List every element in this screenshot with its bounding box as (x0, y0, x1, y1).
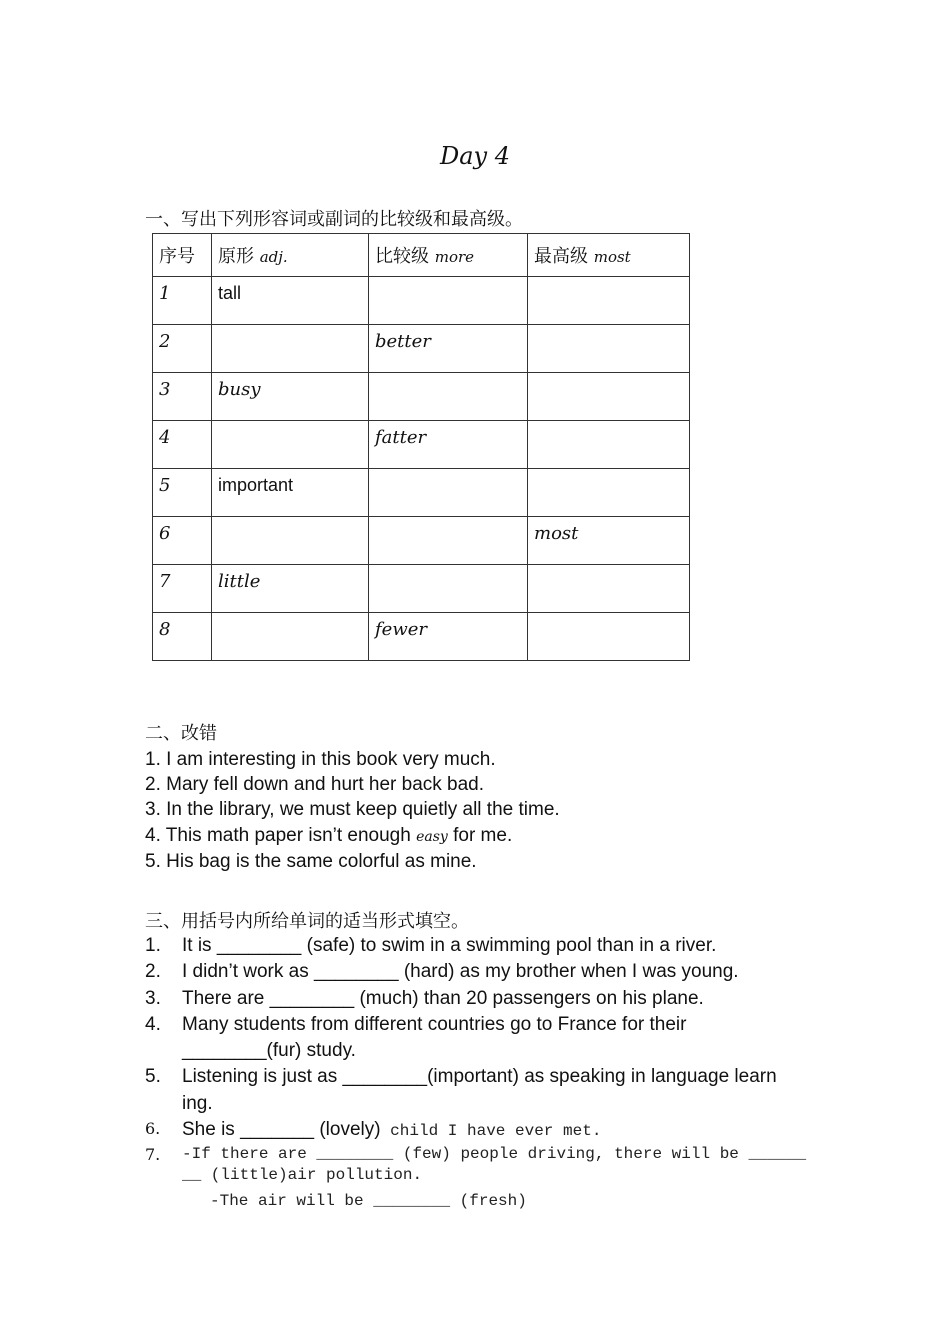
fill-question-2[interactable]: I didn’t work as ________ (hard) as my brother when I was young. (182, 961, 739, 982)
cell-comparative[interactable] (369, 277, 528, 325)
cell-base[interactable]: busy (212, 373, 369, 421)
cell-base[interactable]: little (212, 565, 369, 613)
fill-question-5-line2: ing. (182, 1093, 213, 1114)
correction-item-4: 4. This math paper isn’t enough easy for me. (145, 825, 513, 846)
cell-base[interactable] (212, 517, 369, 565)
section1-heading: 一、写出下列形容词或副词的比较级和最高级。 (145, 209, 523, 230)
correction-item-3: 3. In the library, we must keep quietly all the time. (145, 799, 560, 820)
fill-question-7-line1[interactable]: -If there are ________ (few) people driving, there will be ______ (182, 1145, 807, 1163)
cell-superlative[interactable] (528, 613, 690, 661)
row-number: 2 (153, 325, 212, 373)
cell-base[interactable] (212, 421, 369, 469)
cell-comparative[interactable]: fatter (369, 421, 528, 469)
section2-heading: 二、改错 (145, 723, 217, 744)
cell-comparative[interactable]: better (369, 325, 528, 373)
table-row (153, 277, 690, 325)
cell-comparative[interactable] (369, 565, 528, 613)
correction-item-2: 2. Mary fell down and hurt her back bad. (145, 774, 485, 795)
cell-superlative[interactable] (528, 325, 690, 373)
row-number: 7 (153, 565, 212, 613)
section3-heading: 三、用括号内所给单词的适当形式填空。 (145, 911, 469, 932)
fill-question-1[interactable]: It is ________ (safe) to swim in a swimming pool than in a river. (182, 935, 717, 956)
row-number: 5 (153, 469, 212, 517)
table-row (153, 613, 690, 661)
question-number: 1. (145, 935, 161, 956)
cell-base[interactable] (212, 325, 369, 373)
page-title: Day 4 (439, 142, 510, 170)
correction-item-1: 1. I am interesting in this book very much. (145, 749, 496, 770)
table-row (153, 421, 690, 469)
fill-question-4-line1: Many students from different countries go to France for their (182, 1014, 687, 1035)
cell-comparative[interactable] (369, 373, 528, 421)
fill-question-7-line2[interactable]: __ (little)air pollution. (182, 1166, 423, 1184)
row-number: 8 (153, 613, 212, 661)
row-number: 6 (153, 517, 212, 565)
header-no: 序号 (153, 234, 212, 277)
question-number: 4. (145, 1014, 161, 1035)
cell-superlative[interactable] (528, 469, 690, 517)
table-row (153, 469, 690, 517)
cell-base[interactable]: tall (212, 277, 369, 325)
question-number: 7. (145, 1145, 161, 1164)
row-number: 3 (153, 373, 212, 421)
question-number: 2. (145, 961, 161, 982)
cell-base[interactable]: important (212, 469, 369, 517)
cell-superlative[interactable]: most (528, 517, 690, 565)
cell-comparative[interactable] (369, 517, 528, 565)
fill-question-3[interactable]: There are ________ (much) than 20 passengers on his plane. (182, 988, 704, 1009)
table-row (153, 517, 690, 565)
fill-question-4-line2[interactable]: ________(fur) study. (182, 1040, 356, 1061)
row-number: 1 (153, 277, 212, 325)
cell-superlative[interactable] (528, 565, 690, 613)
cell-superlative[interactable] (528, 373, 690, 421)
header-superlative: 最高级 most (528, 234, 690, 277)
table-header-row (153, 234, 690, 277)
cell-superlative[interactable] (528, 421, 690, 469)
cell-comparative[interactable] (369, 469, 528, 517)
table-row (153, 325, 690, 373)
comparison-table (152, 233, 690, 661)
header-comparative: 比较级 more (369, 234, 528, 277)
table-row (153, 565, 690, 613)
fill-question-5[interactable]: Listening is just as ________(important) as speaking in language learn (182, 1066, 777, 1087)
question-number: 5. (145, 1066, 161, 1087)
table-row (153, 373, 690, 421)
fill-question-7-line3[interactable]: -The air will be ________ (fresh) (210, 1192, 527, 1210)
header-base: 原形 adj. (212, 234, 369, 277)
fill-question-6[interactable]: She is _______ (lovely) child I have ever met. (182, 1119, 602, 1140)
cell-base[interactable] (212, 613, 369, 661)
question-number: 3. (145, 988, 161, 1009)
row-number: 4 (153, 421, 212, 469)
question-number: 6. (145, 1119, 161, 1138)
correction-item-5: 5. His bag is the same colorful as mine. (145, 851, 477, 872)
cell-superlative[interactable] (528, 277, 690, 325)
cell-comparative[interactable]: fewer (369, 613, 528, 661)
